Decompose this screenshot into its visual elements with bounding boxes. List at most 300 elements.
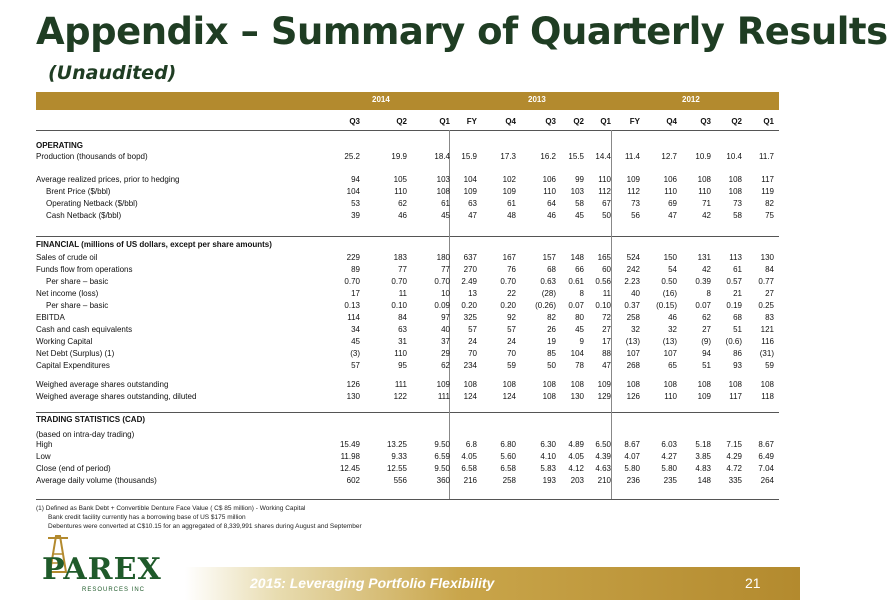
table-cell: 234 xyxy=(463,361,477,370)
row-label: Cash and cash equivalents xyxy=(36,325,133,334)
table-cell: 53 xyxy=(351,199,360,208)
table-cell: 86 xyxy=(733,349,742,358)
table-cell: 229 xyxy=(346,253,360,262)
table-row xyxy=(36,313,779,325)
column-header: Q4 xyxy=(505,117,516,126)
table-cell: 8 xyxy=(706,289,711,298)
table-row xyxy=(36,337,779,349)
table-row xyxy=(36,253,779,265)
table-cell: 77 xyxy=(441,265,450,274)
table-cell: 58 xyxy=(575,199,584,208)
table-cell: 32 xyxy=(631,325,640,334)
table-cell: 4.10 xyxy=(540,452,556,461)
table-cell: 75 xyxy=(765,211,774,220)
table-cell: 10 xyxy=(441,289,450,298)
table-cell: 93 xyxy=(733,361,742,370)
table-cell: 236 xyxy=(626,476,640,485)
table-cell: 258 xyxy=(626,313,640,322)
table-cell: (13) xyxy=(625,337,640,346)
table-cell: 556 xyxy=(393,476,407,485)
table-cell: 102 xyxy=(502,175,516,184)
table-cell: 118 xyxy=(761,392,774,401)
row-label: EBITDA xyxy=(36,313,65,322)
table-cell: 9.33 xyxy=(391,452,407,461)
table-cell: 15.9 xyxy=(461,152,477,161)
table-cell: 0.56 xyxy=(595,277,611,286)
table-cell: 11.7 xyxy=(759,152,774,161)
table-row xyxy=(36,361,779,373)
page-title: Appendix – Summary of Quarterly Results xyxy=(36,10,888,53)
year-2012: 2012 xyxy=(682,95,700,104)
table-cell: 108 xyxy=(570,380,584,389)
table-cell: 108 xyxy=(463,380,477,389)
table-cell: 0.09 xyxy=(434,301,450,310)
column-header: Q2 xyxy=(573,117,584,126)
table-cell: 54 xyxy=(668,265,677,274)
table-cell: 7.04 xyxy=(758,464,774,473)
table-cell: 4.72 xyxy=(726,464,742,473)
table-cell: 73 xyxy=(733,199,742,208)
table-cell: 73 xyxy=(631,199,640,208)
table-cell: 126 xyxy=(626,392,640,401)
table-cell: 24 xyxy=(507,337,516,346)
table-cell: 9 xyxy=(579,337,584,346)
table-cell: (28) xyxy=(541,289,556,298)
row-label: Weighed average shares outstanding xyxy=(36,380,169,389)
table-cell: 59 xyxy=(765,361,774,370)
column-header: Q2 xyxy=(396,117,407,126)
table-cell: 129 xyxy=(597,392,611,401)
table-cell: 21 xyxy=(733,289,742,298)
table-cell: 124 xyxy=(502,392,516,401)
table-row xyxy=(36,440,779,452)
table-cell: 105 xyxy=(393,175,407,184)
table-cell: 8.67 xyxy=(624,440,640,449)
table-cell: 17 xyxy=(602,337,611,346)
table-cell: 72 xyxy=(602,313,611,322)
row-label: Cash Netback ($/bbl) xyxy=(46,211,122,220)
table-cell: 6.80 xyxy=(500,440,516,449)
table-cell: 0.77 xyxy=(758,277,774,286)
table-cell: 62 xyxy=(441,361,450,370)
table-cell: 4.89 xyxy=(568,440,584,449)
table-cell: 268 xyxy=(626,361,640,370)
table-cell: 106 xyxy=(663,175,677,184)
table-cell: 126 xyxy=(346,380,360,389)
year-header-bar xyxy=(36,92,779,110)
table-cell: 95 xyxy=(398,361,407,370)
table-cell: 63 xyxy=(398,325,407,334)
table-cell: 148 xyxy=(697,476,711,485)
table-cell: 83 xyxy=(765,313,774,322)
table-cell: 193 xyxy=(542,476,556,485)
logo-subtext: RESOURCES INC xyxy=(82,587,146,593)
row-label: Per share – basic xyxy=(46,301,109,310)
table-cell: 108 xyxy=(663,380,677,389)
row-label: Sales of crude oil xyxy=(36,253,98,262)
table-cell: 4.12 xyxy=(568,464,584,473)
table-cell: 5.60 xyxy=(500,452,516,461)
table-cell: 62 xyxy=(702,313,711,322)
table-cell: 66 xyxy=(575,265,584,274)
table-cell: 37 xyxy=(441,337,450,346)
table-cell: 108 xyxy=(542,380,556,389)
table-cell: 45 xyxy=(575,325,584,334)
section-operating: OPERATING xyxy=(36,141,83,150)
header-rule xyxy=(36,130,779,131)
table-cell: 112 xyxy=(598,187,611,196)
table-cell: 258 xyxy=(502,476,516,485)
row-label: Average realized prices, prior to hedging xyxy=(36,175,180,184)
table-cell: 12.55 xyxy=(386,464,407,473)
table-cell: 0.20 xyxy=(461,301,477,310)
table-cell: 10.4 xyxy=(726,152,742,161)
table-cell: 180 xyxy=(436,253,450,262)
table-row xyxy=(36,301,779,313)
table-cell: 130 xyxy=(760,253,774,262)
table-cell: 89 xyxy=(351,265,360,274)
table-cell: 13 xyxy=(468,289,477,298)
footnote-1: (1) Defined as Bank Debt + Convertible Denture Face Value ( C$ 85 million) - Working Capital xyxy=(36,505,306,512)
section-trading-sub: (based on intra-day trading) xyxy=(36,430,135,439)
table-cell: 32 xyxy=(668,325,677,334)
table-cell: 0.70 xyxy=(434,277,450,286)
table-cell: 0.10 xyxy=(595,301,611,310)
table-row xyxy=(36,464,779,476)
table-cell: 68 xyxy=(733,313,742,322)
table-row xyxy=(36,289,779,301)
table-cell: 45 xyxy=(351,337,360,346)
column-header: FY xyxy=(629,117,640,126)
table-cell: 122 xyxy=(393,392,407,401)
table-cell: 46 xyxy=(668,313,677,322)
table-cell: 0.07 xyxy=(695,301,711,310)
table-cell: 103 xyxy=(436,175,450,184)
table-cell: 6.49 xyxy=(758,452,774,461)
table-cell: 25.2 xyxy=(344,152,360,161)
table-cell: 12.45 xyxy=(339,464,360,473)
table-cell: 47 xyxy=(668,211,677,220)
table-cell: 29 xyxy=(441,349,450,358)
table-row xyxy=(36,199,779,211)
table-cell: 110 xyxy=(664,392,677,401)
table-cell: 270 xyxy=(463,265,477,274)
table-cell: 108 xyxy=(697,380,711,389)
column-header: Q3 xyxy=(349,117,360,126)
column-header: Q1 xyxy=(439,117,450,126)
table-cell: 0.07 xyxy=(568,301,584,310)
column-headers xyxy=(36,113,779,129)
table-cell: 108 xyxy=(728,187,742,196)
table-cell: 45 xyxy=(575,211,584,220)
table-cell: 57 xyxy=(468,325,477,334)
table-cell: 97 xyxy=(441,313,450,322)
table-cell: 109 xyxy=(697,392,711,401)
table-cell: 108 xyxy=(760,380,774,389)
table-cell: 67 xyxy=(602,199,611,208)
table-cell: 113 xyxy=(729,253,742,262)
table-cell: 6.8 xyxy=(465,440,477,449)
row-label: Working Capital xyxy=(36,337,93,346)
table-cell: 11.4 xyxy=(625,152,640,161)
row-label: Close (end of period) xyxy=(36,464,111,473)
table-cell: 0.70 xyxy=(344,277,360,286)
table-cell: 85 xyxy=(547,349,556,358)
table-cell: 40 xyxy=(441,325,450,334)
table-cell: 108 xyxy=(626,380,640,389)
table-cell: 61 xyxy=(441,199,450,208)
table-cell: 17.3 xyxy=(500,152,516,161)
table-cell: 325 xyxy=(463,313,477,322)
table-cell: 360 xyxy=(436,476,450,485)
row-label: Net Debt (Surplus) (1) xyxy=(36,349,115,358)
table-cell: 57 xyxy=(351,361,360,370)
table-cell: 109 xyxy=(502,187,516,196)
table-cell: 51 xyxy=(733,325,742,334)
table-cell: 0.70 xyxy=(391,277,407,286)
table-row xyxy=(36,452,779,464)
table-row xyxy=(36,265,779,277)
table-cell: 111 xyxy=(394,380,407,389)
table-cell: 110 xyxy=(598,175,611,184)
table-cell: 70 xyxy=(507,349,516,358)
table-cell: 183 xyxy=(393,253,407,262)
table-cell: 2.23 xyxy=(624,277,640,286)
table-cell: (31) xyxy=(759,349,774,358)
table-cell: (3) xyxy=(350,349,360,358)
table-cell: 18.4 xyxy=(434,152,450,161)
table-cell: 108 xyxy=(502,380,516,389)
table-cell: 9.50 xyxy=(434,440,450,449)
table-cell: 39 xyxy=(351,211,360,220)
table-cell: 42 xyxy=(702,211,711,220)
table-cell: 264 xyxy=(760,476,774,485)
table-cell: 602 xyxy=(346,476,360,485)
table-cell: 0.10 xyxy=(391,301,407,310)
table-cell: 6.03 xyxy=(661,440,677,449)
table-cell: 47 xyxy=(602,361,611,370)
table-cell: 108 xyxy=(728,380,742,389)
table-cell: 104 xyxy=(463,175,477,184)
table-cell: 119 xyxy=(761,187,774,196)
table-cell: 6.50 xyxy=(595,440,611,449)
table-cell: 167 xyxy=(502,253,516,262)
table-row xyxy=(36,277,779,289)
table-cell: 17 xyxy=(351,289,360,298)
table-row xyxy=(36,476,779,488)
table-cell: 19.9 xyxy=(391,152,407,161)
table-cell: 0.70 xyxy=(500,277,516,286)
table-cell: 40 xyxy=(631,289,640,298)
table-cell: 5.18 xyxy=(695,440,711,449)
table-cell: 4.07 xyxy=(624,452,640,461)
row-label: Capital Expenditures xyxy=(36,361,110,370)
table-cell: 47 xyxy=(468,211,477,220)
table-cell: 27 xyxy=(765,289,774,298)
table-cell: 0.39 xyxy=(695,277,711,286)
table-cell: 104 xyxy=(570,349,584,358)
table-cell: 27 xyxy=(602,325,611,334)
table-cell: 5.83 xyxy=(540,464,556,473)
table-cell: 117 xyxy=(761,175,774,184)
table-row xyxy=(36,152,779,164)
table-cell: 82 xyxy=(765,199,774,208)
section-rule-trading xyxy=(36,412,779,413)
table-cell: 70 xyxy=(468,349,477,358)
table-cell: 107 xyxy=(626,349,640,358)
table-cell: 51 xyxy=(702,361,711,370)
row-label: Average daily volume (thousands) xyxy=(36,476,157,485)
table-cell: 210 xyxy=(597,476,611,485)
table-cell: 108 xyxy=(542,392,556,401)
table-cell: 0.37 xyxy=(624,301,640,310)
section-financial: FINANCIAL (millions of US dollars, except per share amounts) xyxy=(36,240,272,249)
table-cell: 46 xyxy=(398,211,407,220)
table-cell: 4.05 xyxy=(568,452,584,461)
row-label: Brent Price ($/bbl) xyxy=(46,187,111,196)
table-cell: 0.25 xyxy=(758,301,774,310)
table-cell: 50 xyxy=(602,211,611,220)
table-cell: 4.39 xyxy=(595,452,611,461)
table-cell: 94 xyxy=(702,349,711,358)
table-cell: 103 xyxy=(570,187,584,196)
row-label: Production (thousands of bopd) xyxy=(36,152,148,161)
table-cell: (0.6) xyxy=(725,337,742,346)
table-cell: 109 xyxy=(597,380,611,389)
table-cell: 42 xyxy=(702,265,711,274)
table-cell: (16) xyxy=(662,289,677,298)
table-cell: 26 xyxy=(547,325,556,334)
table-row xyxy=(36,380,779,392)
table-cell: 112 xyxy=(627,187,640,196)
table-cell: 335 xyxy=(728,476,742,485)
table-cell: 104 xyxy=(346,187,360,196)
table-cell: 61 xyxy=(507,199,516,208)
footer xyxy=(0,567,800,600)
table-cell: 2.49 xyxy=(461,277,477,286)
table-cell: 8.67 xyxy=(758,440,774,449)
table-cell: 117 xyxy=(729,392,742,401)
table-cell: 4.83 xyxy=(695,464,711,473)
logo-text: PAREX xyxy=(42,552,162,587)
table-cell: 88 xyxy=(602,349,611,358)
footer-text: 2015: Leveraging Portfolio Flexibility xyxy=(250,575,495,591)
table-cell: 15.49 xyxy=(339,440,360,449)
table-cell: 121 xyxy=(760,325,774,334)
table-cell: 109 xyxy=(626,175,640,184)
table-cell: 92 xyxy=(507,313,516,322)
table-cell: 148 xyxy=(570,253,584,262)
table-row xyxy=(36,211,779,223)
table-cell: 0.50 xyxy=(661,277,677,286)
table-cell: 45 xyxy=(441,211,450,220)
table-cell: 4.63 xyxy=(595,464,611,473)
table-cell: 6.59 xyxy=(434,452,450,461)
column-header: Q4 xyxy=(666,117,677,126)
table-cell: 27 xyxy=(702,325,711,334)
table-cell: 60 xyxy=(602,265,611,274)
table-row xyxy=(36,349,779,361)
table-cell: 165 xyxy=(597,253,611,262)
table-cell: 524 xyxy=(626,253,640,262)
table-cell: 19 xyxy=(547,337,556,346)
table-cell: 109 xyxy=(436,380,450,389)
row-label: High xyxy=(36,440,53,449)
table-cell: 0.19 xyxy=(726,301,742,310)
table-cell: 0.61 xyxy=(568,277,584,286)
table-cell: 68 xyxy=(547,265,556,274)
table-cell: 56 xyxy=(631,211,640,220)
year-2014: 2014 xyxy=(372,95,390,104)
table-cell: 235 xyxy=(663,476,677,485)
table-cell: 14.4 xyxy=(595,152,611,161)
table-cell: 108 xyxy=(728,175,742,184)
row-label: Net income (loss) xyxy=(36,289,99,298)
table-cell: 59 xyxy=(507,361,516,370)
table-cell: 150 xyxy=(663,253,677,262)
table-cell: 64 xyxy=(547,199,556,208)
table-cell: 110 xyxy=(664,187,677,196)
table-cell: 46 xyxy=(547,211,556,220)
table-cell: 58 xyxy=(733,211,742,220)
table-cell: 0.20 xyxy=(500,301,516,310)
table-cell: 157 xyxy=(542,253,556,262)
table-cell: 8 xyxy=(579,289,584,298)
table-cell: 242 xyxy=(626,265,640,274)
table-cell: 6.30 xyxy=(540,440,556,449)
table-cell: 9.50 xyxy=(434,464,450,473)
table-row xyxy=(36,187,779,199)
column-header: Q3 xyxy=(700,117,711,126)
table-cell: 76 xyxy=(507,265,516,274)
table-cell: 31 xyxy=(398,337,407,346)
table-cell: 108 xyxy=(436,187,450,196)
table-cell: 116 xyxy=(761,337,774,346)
table-cell: 114 xyxy=(347,313,360,322)
table-cell: 34 xyxy=(351,325,360,334)
footnote-2: Bank credit facility currently has a borrowing base of US $175 million xyxy=(48,514,246,521)
table-cell: 3.85 xyxy=(695,452,711,461)
table-cell: 57 xyxy=(507,325,516,334)
table-cell: 110 xyxy=(394,187,407,196)
table-cell: 77 xyxy=(398,265,407,274)
table-cell: 124 xyxy=(463,392,477,401)
table-cell: 10.9 xyxy=(695,152,711,161)
table-cell: (9) xyxy=(701,337,711,346)
footnote-3: Debentures were converted at C$10.15 for an aggregated of 8,339,991 shares during August and September xyxy=(48,523,362,530)
page-number: 21 xyxy=(745,575,761,591)
table-cell: 99 xyxy=(575,175,584,184)
table-cell: 13.25 xyxy=(386,440,407,449)
table-row xyxy=(36,325,779,337)
table-cell: 84 xyxy=(765,265,774,274)
column-header: Q2 xyxy=(731,117,742,126)
table-cell: 61 xyxy=(733,265,742,274)
table-cell: 12.7 xyxy=(661,152,677,161)
table-cell: 80 xyxy=(575,313,584,322)
table-cell: 108 xyxy=(697,175,711,184)
table-cell: 48 xyxy=(507,211,516,220)
table-row xyxy=(36,392,779,404)
table-bottom-rule xyxy=(36,499,779,500)
table-row xyxy=(36,175,779,187)
table-cell: 106 xyxy=(542,175,556,184)
column-header: Q1 xyxy=(763,117,774,126)
table-cell: 71 xyxy=(702,199,711,208)
table-cell: 69 xyxy=(668,199,677,208)
table-cell: 22 xyxy=(507,289,516,298)
row-label: Funds flow from operations xyxy=(36,265,133,274)
